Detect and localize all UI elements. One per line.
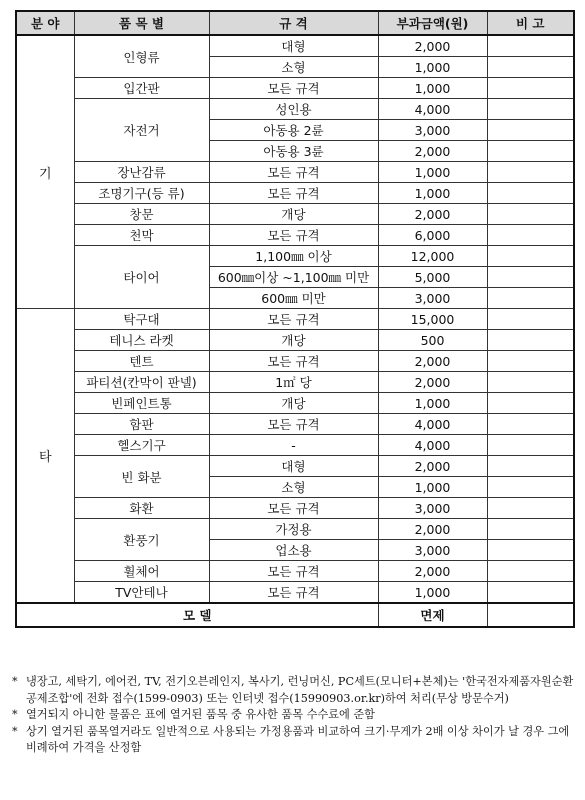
item-name: 화환 bbox=[74, 498, 209, 519]
table-row bbox=[16, 99, 574, 120]
fee-cell: 1,000 bbox=[378, 162, 487, 183]
header-row bbox=[16, 11, 574, 35]
table-row bbox=[16, 78, 574, 99]
remark-cell bbox=[487, 435, 574, 456]
remark-cell bbox=[487, 162, 574, 183]
fee-cell: 3,000 bbox=[378, 120, 487, 141]
table-row bbox=[16, 309, 574, 330]
remark-cell bbox=[487, 309, 574, 330]
remark-cell bbox=[487, 561, 574, 582]
spec-cell: 모든 규격 bbox=[209, 414, 378, 435]
remark-cell bbox=[487, 267, 574, 288]
fee-cell: 4,000 bbox=[378, 435, 487, 456]
spec-cell: - bbox=[209, 435, 378, 456]
model-label: 모 델 bbox=[16, 603, 378, 627]
fee-cell: 2,000 bbox=[378, 561, 487, 582]
remark-cell bbox=[487, 414, 574, 435]
fee-cell: 1,000 bbox=[378, 57, 487, 78]
header-item: 품 목 별 bbox=[74, 11, 209, 35]
model-fee: 면제 bbox=[378, 603, 487, 627]
remark-cell bbox=[487, 120, 574, 141]
table-row bbox=[16, 246, 574, 267]
fee-table bbox=[15, 10, 575, 628]
fee-cell: 2,000 bbox=[378, 351, 487, 372]
spec-cell: 모든 규격 bbox=[209, 561, 378, 582]
item-name: 천막 bbox=[74, 225, 209, 246]
item-name: 테니스 라켓 bbox=[74, 330, 209, 351]
spec-cell: 소형 bbox=[209, 477, 378, 498]
spec-cell: 개당 bbox=[209, 393, 378, 414]
item-name: 파티션(칸막이 판넬) bbox=[74, 372, 209, 393]
item-name: 휠체어 bbox=[74, 561, 209, 582]
table-row bbox=[16, 372, 574, 393]
spec-cell: 1,100㎜ 이상 bbox=[209, 246, 378, 267]
table-row bbox=[16, 456, 574, 477]
table-row bbox=[16, 225, 574, 246]
category-label-bottom: 타 bbox=[16, 309, 74, 604]
remark-cell bbox=[487, 519, 574, 540]
fee-cell: 3,000 bbox=[378, 288, 487, 309]
remark-cell bbox=[487, 582, 574, 604]
note-text: 상기 열거된 품목열거라도 일반적으로 사용되는 가정용품과 비교하여 크기·무게가 2배 이상 차이가 날 경우 그에 비례하여 가격을 산정함 bbox=[26, 724, 570, 754]
remark-cell bbox=[487, 225, 574, 246]
table-row bbox=[16, 330, 574, 351]
fee-cell: 2,000 bbox=[378, 456, 487, 477]
model-row bbox=[16, 603, 574, 627]
remark-cell bbox=[487, 35, 574, 57]
spec-cell: 대형 bbox=[209, 456, 378, 477]
remark-cell bbox=[487, 372, 574, 393]
fee-cell: 6,000 bbox=[378, 225, 487, 246]
table-row bbox=[16, 393, 574, 414]
remark-cell bbox=[487, 288, 574, 309]
item-name: TV안테나 bbox=[74, 582, 209, 604]
table-row bbox=[16, 351, 574, 372]
spec-cell: 소형 bbox=[209, 57, 378, 78]
table-row bbox=[16, 204, 574, 225]
table-body bbox=[16, 35, 574, 627]
notes bbox=[12, 674, 574, 757]
item-name: 함판 bbox=[74, 414, 209, 435]
spec-cell: 모든 규격 bbox=[209, 498, 378, 519]
fee-cell: 4,000 bbox=[378, 99, 487, 120]
item-name: 인형류 bbox=[74, 35, 209, 78]
fee-cell: 2,000 bbox=[378, 204, 487, 225]
fee-cell: 1,000 bbox=[378, 393, 487, 414]
fee-cell: 2,000 bbox=[378, 35, 487, 57]
fee-cell: 1,000 bbox=[378, 183, 487, 204]
fee-cell: 1,000 bbox=[378, 582, 487, 604]
remark-cell bbox=[487, 456, 574, 477]
table-row bbox=[16, 519, 574, 540]
note-item bbox=[12, 724, 574, 757]
item-name: 조명기구(등 류) bbox=[74, 183, 209, 204]
fee-cell: 4,000 bbox=[378, 414, 487, 435]
remark-cell bbox=[487, 477, 574, 498]
note-mark: * bbox=[12, 724, 18, 738]
fee-cell: 5,000 bbox=[378, 267, 487, 288]
note-mark: * bbox=[12, 675, 18, 688]
table-row bbox=[16, 162, 574, 183]
fee-cell: 500 bbox=[378, 330, 487, 351]
fee-cell: 2,000 bbox=[378, 372, 487, 393]
category-label-top: 기 bbox=[16, 35, 74, 309]
table-row bbox=[16, 414, 574, 435]
item-name: 환풍기 bbox=[74, 519, 209, 561]
remark-cell bbox=[487, 498, 574, 519]
header-spec: 규 격 bbox=[209, 11, 378, 35]
spec-cell: 모든 규격 bbox=[209, 78, 378, 99]
item-name: 입간판 bbox=[74, 78, 209, 99]
spec-cell: 가정용 bbox=[209, 519, 378, 540]
fee-cell: 12,000 bbox=[378, 246, 487, 267]
note-text: 열거되지 아니한 물품은 표에 열거된 품목 중 유사한 품목 수수료에 준함 bbox=[26, 708, 375, 721]
remark-cell bbox=[487, 57, 574, 78]
table-row bbox=[16, 561, 574, 582]
spec-cell: 개당 bbox=[209, 330, 378, 351]
fee-cell: 1,000 bbox=[378, 477, 487, 498]
remark-cell bbox=[487, 204, 574, 225]
item-name: 탁구대 bbox=[74, 309, 209, 330]
fee-cell: 2,000 bbox=[378, 141, 487, 162]
model-remark bbox=[487, 603, 574, 627]
table-row bbox=[16, 498, 574, 519]
spec-cell: 모든 규격 bbox=[209, 162, 378, 183]
spec-cell: 모든 규격 bbox=[209, 309, 378, 330]
spec-cell: 모든 규격 bbox=[209, 351, 378, 372]
item-name: 창문 bbox=[74, 204, 209, 225]
table-row bbox=[16, 35, 574, 57]
spec-cell: 1㎡ 당 bbox=[209, 372, 378, 393]
header-category: 분 야 bbox=[16, 11, 74, 35]
item-name: 헬스기구 bbox=[74, 435, 209, 456]
remark-cell bbox=[487, 141, 574, 162]
spec-cell: 600㎜ 미만 bbox=[209, 288, 378, 309]
fee-cell: 3,000 bbox=[378, 540, 487, 561]
note-item bbox=[12, 707, 574, 724]
fee-cell: 1,000 bbox=[378, 78, 487, 99]
spec-cell: 성인용 bbox=[209, 99, 378, 120]
table-row bbox=[16, 435, 574, 456]
remark-cell bbox=[487, 330, 574, 351]
item-name: 장난감류 bbox=[74, 162, 209, 183]
remark-cell bbox=[487, 393, 574, 414]
fee-cell: 3,000 bbox=[378, 498, 487, 519]
remark-cell bbox=[487, 540, 574, 561]
item-name: 빈페인트통 bbox=[74, 393, 209, 414]
remark-cell bbox=[487, 351, 574, 372]
spec-cell: 모든 규격 bbox=[209, 225, 378, 246]
note-item bbox=[12, 674, 574, 707]
item-name: 자전거 bbox=[74, 99, 209, 162]
note-text: 냉장고, 세탁기, 에어컨, TV, 전기오븐레인지, 복사기, 런닝머신, PC세트(모니터+본체)는 '한국전자제품자원순환공제조합'에 전화 접수(1599-0903) 또는 인터넷 접수(15990903.or.kr)하여 처리(무상 방문수거) bbox=[26, 675, 574, 705]
item-name: 텐트 bbox=[74, 351, 209, 372]
header-remark: 비 고 bbox=[487, 11, 574, 35]
spec-cell: 아동용 3륜 bbox=[209, 141, 378, 162]
table-row bbox=[16, 183, 574, 204]
spec-cell: 업소용 bbox=[209, 540, 378, 561]
spec-cell: 600㎜이상 ~1,100㎜ 미만 bbox=[209, 267, 378, 288]
note-mark: * bbox=[12, 708, 18, 721]
table-row bbox=[16, 582, 574, 604]
item-name: 빈 화분 bbox=[74, 456, 209, 498]
fee-cell: 15,000 bbox=[378, 309, 487, 330]
fee-cell: 2,000 bbox=[378, 519, 487, 540]
spec-cell: 모든 규격 bbox=[209, 582, 378, 604]
spec-cell: 모든 규격 bbox=[209, 183, 378, 204]
remark-cell bbox=[487, 99, 574, 120]
spec-cell: 대형 bbox=[209, 35, 378, 57]
remark-cell bbox=[487, 183, 574, 204]
header-fee: 부과금액(원) bbox=[378, 11, 487, 35]
spec-cell: 아동용 2륜 bbox=[209, 120, 378, 141]
spec-cell: 개당 bbox=[209, 204, 378, 225]
item-name: 타이어 bbox=[74, 246, 209, 309]
remark-cell bbox=[487, 78, 574, 99]
remark-cell bbox=[487, 246, 574, 267]
